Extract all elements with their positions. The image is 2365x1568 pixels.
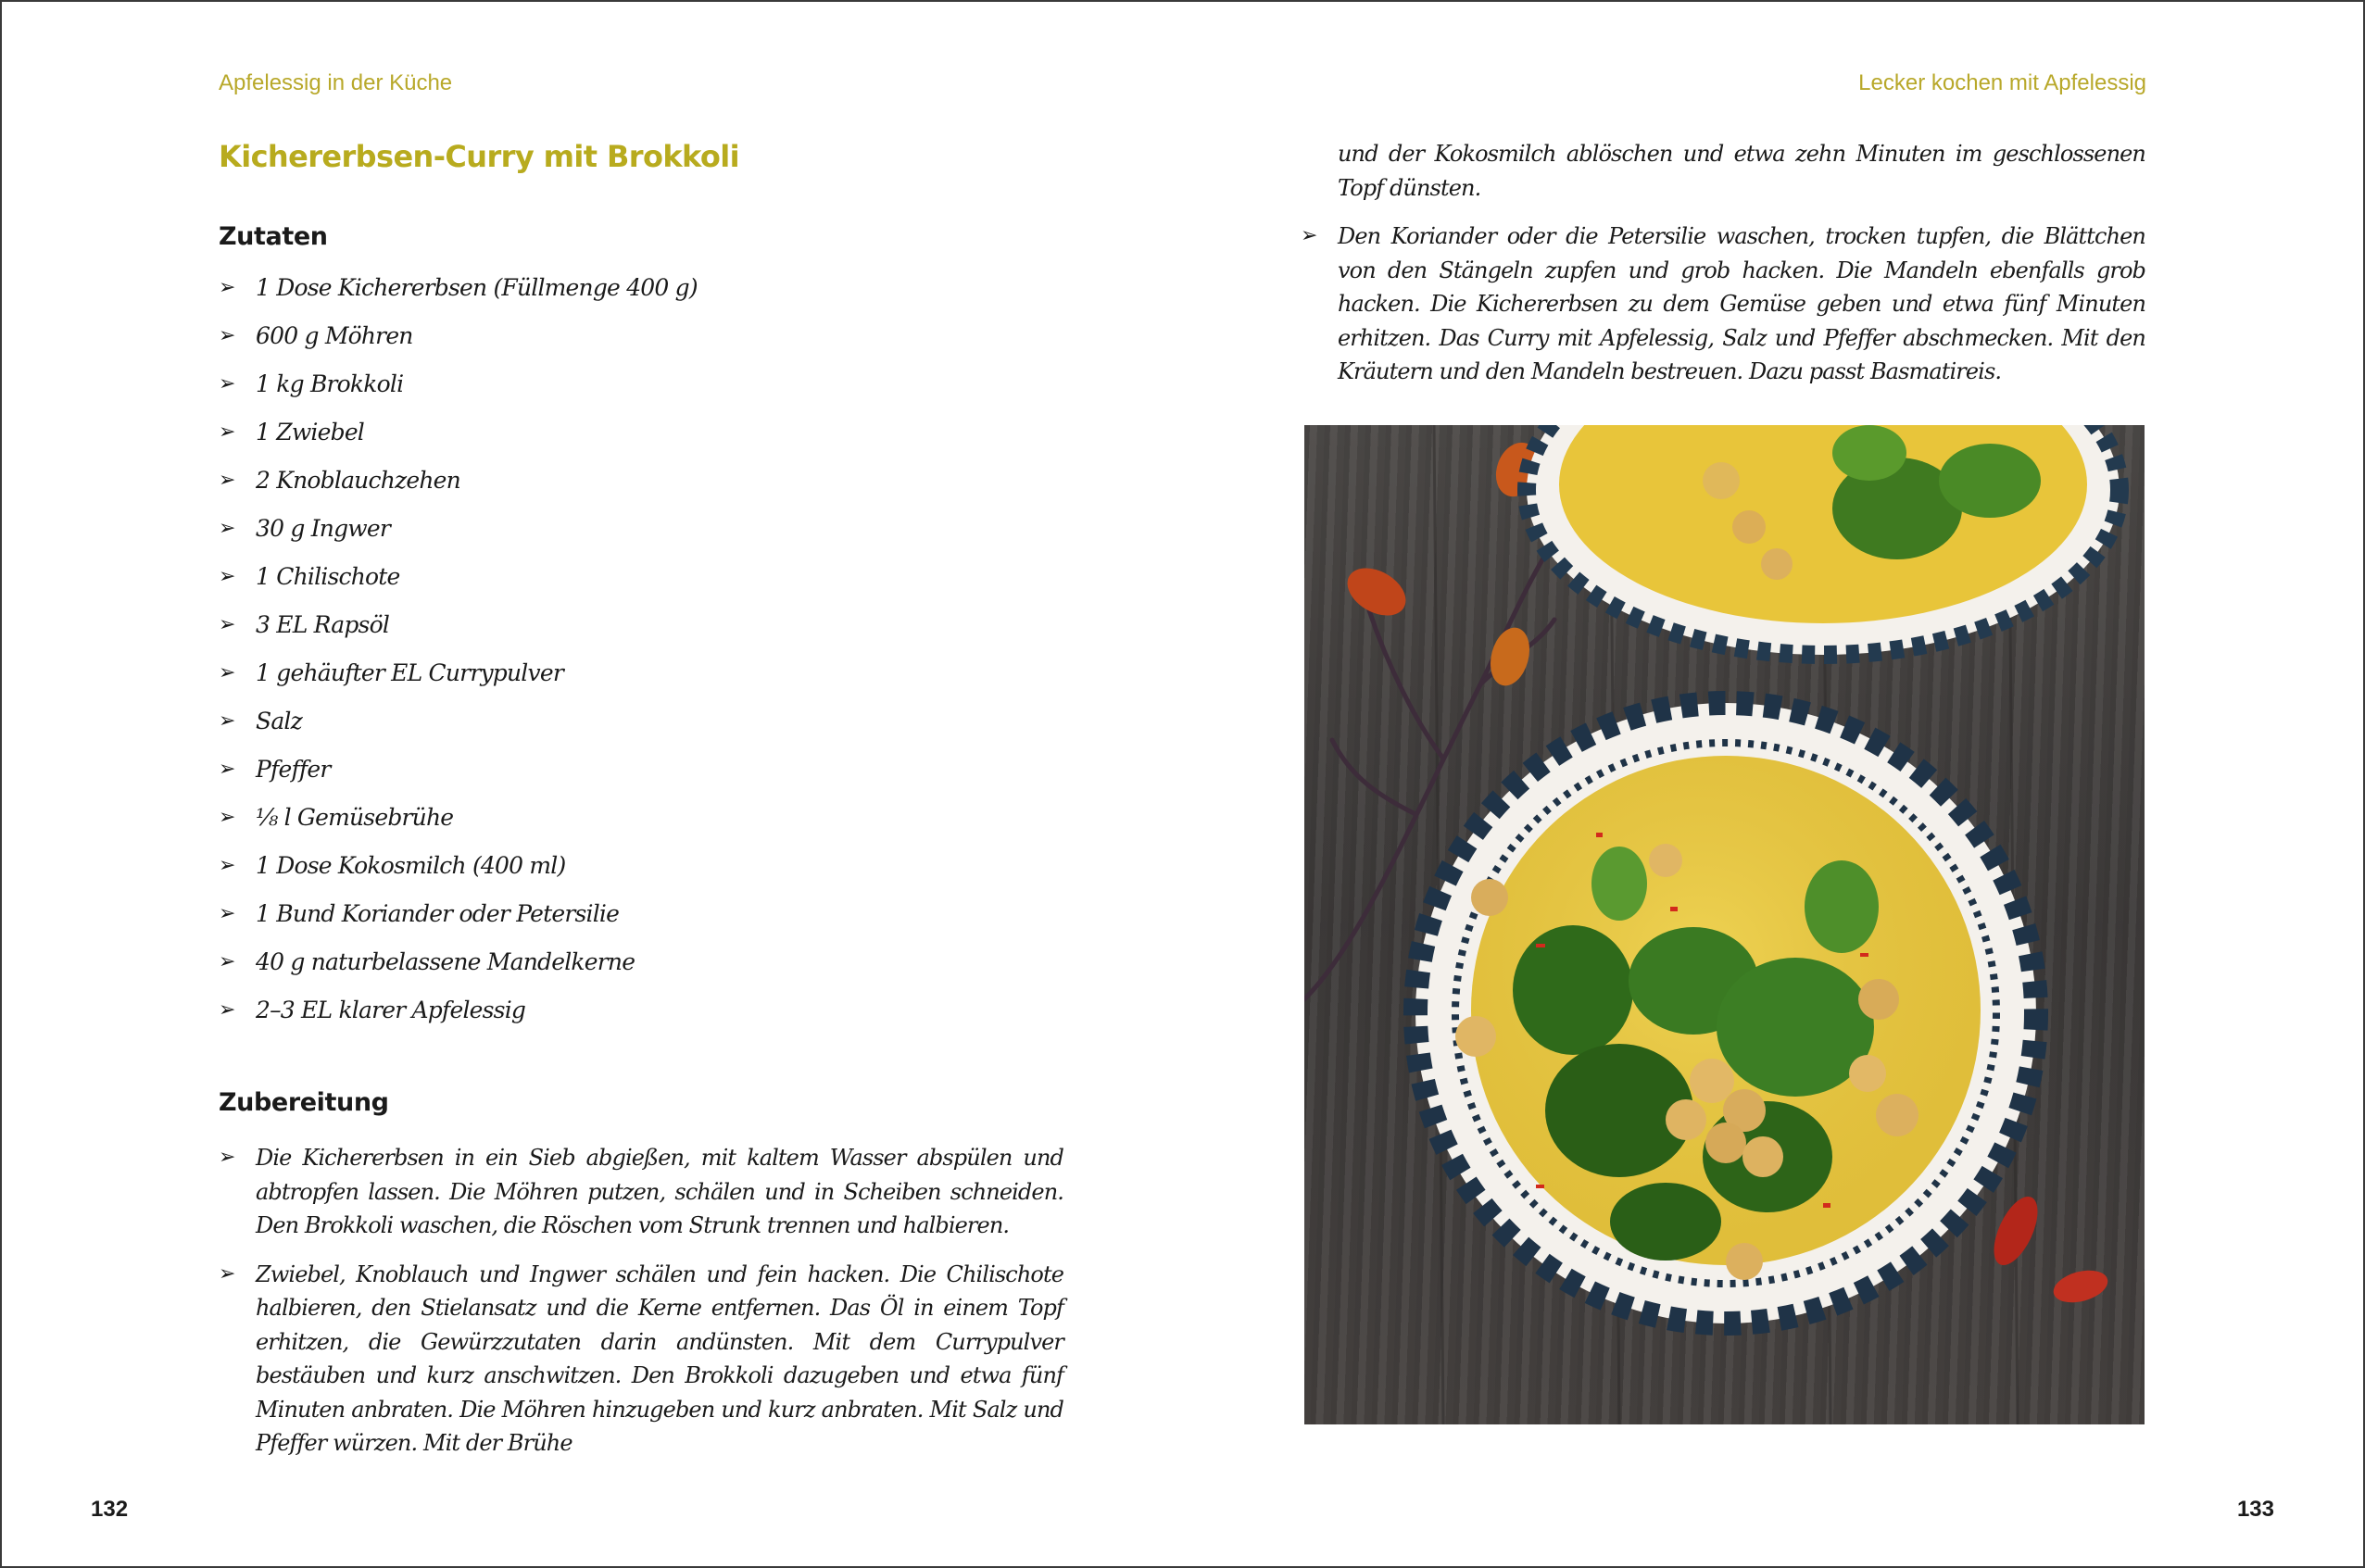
ingredients-list [219,272,698,1043]
ingredient-item [219,369,698,417]
ingredient-item [219,609,698,658]
arrowhead-bullet-icon: ➢ [219,709,235,733]
ingredient-item [219,802,698,850]
page-number-right: 133 [2236,1497,2274,1522]
arrowhead-bullet-icon: ➢ [219,950,235,973]
ingredient-text: 3 EL Rapsöl [256,611,390,638]
arrowhead-bullet-icon: ➢ [219,324,235,347]
arrowhead-bullet-icon: ➢ [219,1146,235,1169]
arrowhead-bullet-icon: ➢ [219,998,235,1022]
ingredient-item [219,898,698,947]
step-text: Die Kichererbsen in ein Sieb abgießen, mit kaltem Wasser abspülen und abtropfen lassen. Die Möhren putzen, schälen und in Scheiben schneiden. Den Brokkoli waschen, die Röschen vom Strunk trennen und halbieren. [256,1145,1063,1238]
ingredient-text: 600 g Möhren [256,322,413,349]
ingredient-text: 40 g naturbelassene Mandelkerne [256,948,635,975]
ingredient-text: 2 Knoblauchzehen [256,467,460,494]
ingredient-text: 1 Dose Kichererbsen (Füllmenge 400 g) [256,274,698,301]
arrowhead-bullet-icon: ➢ [219,613,235,636]
ingredient-text: 1 Zwiebel [256,419,365,445]
ingredient-item [219,513,698,561]
preparation-step [1301,220,2145,389]
ingredient-text: Pfeffer [256,756,331,783]
arrowhead-bullet-icon: ➢ [219,517,235,540]
arrowhead-bullet-icon: ➢ [219,661,235,684]
step-text: Den Koriander oder die Petersilie waschen, trocken tupfen, die Blättchen von den Stängeln zupfen und grob hacken. Die Mandeln ebenfalls grob hacken. Die Kichererbsen zu dem Gemüse geben und etwa fünf Minuten erhitzen. Das Curry mit Apfelessig, Salz und Pfeffer abschmecken. Mit den Kräutern und den Mandeln bestreuen. Dazu passt Basmatireis. [1338,223,2145,384]
ingredient-item [219,850,698,898]
main-bowl-icon [1415,703,2036,1323]
curry-photo [1304,425,2145,1424]
ingredient-item [219,417,698,465]
arrowhead-bullet-icon: ➢ [219,854,235,877]
preparation-steps-right [1301,137,2145,404]
arrowhead-bullet-icon: ➢ [219,420,235,444]
preparation-steps-left [219,1141,1063,1475]
arrowhead-bullet-icon: ➢ [1301,224,1317,247]
ingredient-text: Salz [256,708,302,734]
ingredient-item [219,561,698,609]
ingredient-text: 1 Dose Kokosmilch (400 ml) [256,852,566,879]
arrowhead-bullet-icon: ➢ [219,469,235,492]
arrowhead-bullet-icon: ➢ [219,1261,235,1286]
arrowhead-bullet-icon: ➢ [219,902,235,925]
ingredients-heading: Zutaten [219,222,328,251]
ingredient-text: 30 g Ingwer [256,515,391,542]
ingredient-text: 1 Chilischote [256,563,400,590]
page-number-left: 132 [91,1497,129,1522]
ingredient-text: 2–3 EL klarer Apfelessig [256,997,526,1023]
ingredient-item [219,995,698,1043]
ingredient-text: 1 Bund Koriander oder Petersilie [256,900,620,927]
ingredient-item [219,658,698,706]
step-text: und der Kokosmilch ablöschen und etwa zehn Minuten im geschlossenen Topf dünsten. [1338,141,2145,201]
ingredient-item [219,465,698,513]
ingredient-item [219,272,698,320]
recipe-title: Kichererbsen-Curry mit Brokkoli [219,139,739,174]
preparation-heading: Zubereitung [219,1088,389,1117]
ingredient-item [219,754,698,802]
curry-illustration [1304,425,2145,1424]
preparation-step [219,1141,1063,1243]
arrowhead-bullet-icon: ➢ [219,806,235,829]
running-head-left: Apfelessig in der Küche [219,70,453,95]
ingredient-text: ⅛ l Gemüsebrühe [256,804,454,831]
ingredient-item [219,947,698,995]
arrowhead-bullet-icon: ➢ [219,758,235,781]
ingredient-item [219,320,698,369]
ingredient-text: 1 kg Brokkoli [256,370,404,397]
top-bowl-icon [1527,425,2120,655]
preparation-step-continuation [1301,137,2145,205]
running-head-right: Lecker kochen mit Apfelessig [1858,70,2146,95]
arrowhead-bullet-icon: ➢ [219,565,235,588]
step-text: Zwiebel, Knoblauch und Ingwer schälen und fein hacken. Die Chilischote halbieren, den Stielansatz und die Kerne entfernen. Das Öl in einem Topf erhitzen, die Gewürzzutaten darin andünsten. Mit dem Currypulver bestäuben und kurz anschwitzen. Den Brokkoli dazugeben und etwa fünf Minuten anbraten. Die Möhren hinzugeben und kurz anbraten. Mit Salz und Pfeffer würzen. Mit der Brühe [256,1261,1063,1456]
arrowhead-bullet-icon: ➢ [219,276,235,299]
preparation-step [219,1258,1063,1461]
ingredient-item [219,706,698,754]
ingredient-text: 1 gehäufter EL Currypulver [256,659,563,686]
arrowhead-bullet-icon: ➢ [219,372,235,395]
